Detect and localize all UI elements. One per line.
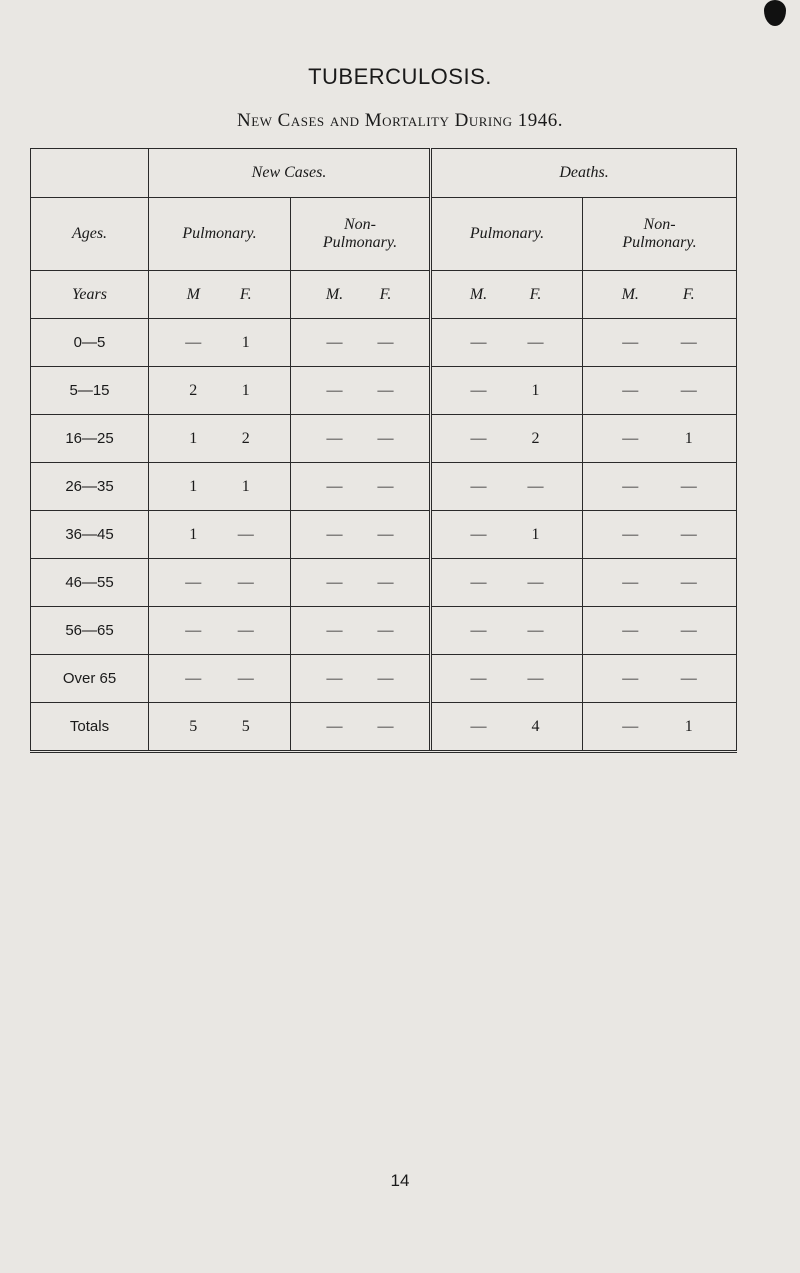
value-cell: — bbox=[326, 381, 343, 399]
value-cell: — bbox=[622, 669, 639, 687]
value-cell: — bbox=[377, 381, 394, 399]
header-row-groups bbox=[31, 149, 737, 198]
value-cell: — bbox=[622, 429, 639, 447]
age-cell: 56—65 bbox=[31, 607, 149, 655]
table-row bbox=[31, 463, 737, 511]
value-cell: 1 bbox=[241, 333, 250, 351]
value-cell: — bbox=[680, 573, 697, 591]
d-non-pulmonary-header: Non- Pulmonary. bbox=[583, 198, 737, 271]
value-cell: 2 bbox=[189, 381, 198, 399]
value-cell: — bbox=[237, 669, 254, 687]
value-cell: — bbox=[470, 525, 487, 543]
value-cell: — bbox=[527, 621, 544, 639]
age-cell: 26—35 bbox=[31, 463, 149, 511]
value-cell: — bbox=[377, 333, 394, 351]
value-cell: — bbox=[680, 669, 697, 687]
ink-blot bbox=[764, 0, 786, 26]
value-cell: — bbox=[326, 525, 343, 543]
value-cell: — bbox=[326, 333, 343, 351]
new-cases-header: New Cases. bbox=[149, 149, 431, 198]
page-number: 14 bbox=[390, 1171, 410, 1190]
value-cell: — bbox=[185, 333, 202, 351]
value-cell: — bbox=[470, 477, 487, 495]
sex-label: M. bbox=[621, 285, 639, 303]
value-cell: — bbox=[377, 669, 394, 687]
table-row bbox=[31, 319, 737, 367]
corner-cell bbox=[31, 149, 149, 198]
value-cell: — bbox=[680, 381, 697, 399]
value-cell: — bbox=[237, 621, 254, 639]
value-cell: 1 bbox=[189, 477, 198, 495]
value-cell: 1 bbox=[241, 381, 250, 399]
value-cell: — bbox=[622, 573, 639, 591]
value-cell: — bbox=[470, 669, 487, 687]
value-cell: — bbox=[527, 333, 544, 351]
age-cell: 36—45 bbox=[31, 511, 149, 559]
value-cell: — bbox=[237, 573, 254, 591]
d-pulmonary-header: Pulmonary. bbox=[431, 198, 583, 271]
value-cell: — bbox=[326, 669, 343, 687]
totals-label: Totals bbox=[31, 703, 149, 752]
value-cell: 1 bbox=[189, 525, 198, 543]
value-cell: — bbox=[622, 621, 639, 639]
value-cell: — bbox=[527, 477, 544, 495]
value-cell: — bbox=[680, 525, 697, 543]
sex-label: M bbox=[186, 285, 200, 303]
sex-label: M. bbox=[469, 285, 488, 303]
value-cell: — bbox=[622, 333, 639, 351]
total-cell: — bbox=[470, 717, 487, 735]
total-cell: 4 bbox=[531, 717, 540, 735]
age-cell: 0—5 bbox=[31, 319, 149, 367]
nc-non-pulmonary-header: Non- Pulmonary. bbox=[291, 198, 431, 271]
value-cell: — bbox=[680, 477, 697, 495]
value-cell: — bbox=[527, 573, 544, 591]
value-cell: — bbox=[326, 429, 343, 447]
value-cell: — bbox=[185, 669, 202, 687]
total-cell: 5 bbox=[241, 717, 250, 735]
table-subtitle: New Cases and Mortality During 1946. bbox=[236, 110, 563, 131]
table-row bbox=[31, 511, 737, 559]
ages-header: Ages. bbox=[31, 198, 149, 271]
value-cell: — bbox=[377, 429, 394, 447]
sex-label: F. bbox=[379, 285, 392, 303]
total-cell: 5 bbox=[189, 717, 198, 735]
deaths-header: Deaths. bbox=[431, 149, 737, 198]
age-cell: Over 65 bbox=[31, 655, 149, 703]
age-cell: 5—15 bbox=[31, 367, 149, 415]
value-cell: 1 bbox=[531, 525, 540, 543]
total-cell: — bbox=[326, 717, 343, 735]
value-cell: 2 bbox=[241, 429, 250, 447]
value-cell: — bbox=[622, 381, 639, 399]
value-cell: 1 bbox=[684, 429, 693, 447]
age-cell: 16—25 bbox=[31, 415, 149, 463]
value-cell: — bbox=[185, 621, 202, 639]
value-cell: — bbox=[622, 477, 639, 495]
value-cell: — bbox=[470, 573, 487, 591]
value-cell: — bbox=[326, 621, 343, 639]
table-row bbox=[31, 607, 737, 655]
table-row bbox=[31, 559, 737, 607]
table-row bbox=[31, 415, 737, 463]
table-row bbox=[31, 367, 737, 415]
value-cell: — bbox=[377, 525, 394, 543]
page-title: TUBERCULOSIS. bbox=[308, 64, 492, 89]
value-cell: — bbox=[377, 621, 394, 639]
value-cell: — bbox=[680, 621, 697, 639]
header-row-sex bbox=[31, 271, 737, 319]
value-cell: — bbox=[470, 381, 487, 399]
years-header: Years bbox=[31, 271, 149, 319]
value-cell: 2 bbox=[531, 429, 540, 447]
nc-pulmonary-header: Pulmonary. bbox=[149, 198, 291, 271]
totals-row bbox=[31, 703, 737, 752]
tuberculosis-table bbox=[30, 148, 737, 753]
value-cell: — bbox=[622, 525, 639, 543]
total-cell: 1 bbox=[684, 717, 693, 735]
header-row-types bbox=[31, 198, 737, 271]
value-cell: — bbox=[326, 477, 343, 495]
value-cell: 1 bbox=[531, 381, 540, 399]
value-cell: — bbox=[470, 429, 487, 447]
sex-label: F. bbox=[682, 285, 695, 303]
value-cell: — bbox=[470, 333, 487, 351]
value-cell: 1 bbox=[189, 429, 198, 447]
value-cell: — bbox=[680, 333, 697, 351]
total-cell: — bbox=[377, 717, 394, 735]
value-cell: 1 bbox=[241, 477, 250, 495]
sex-label: M. bbox=[325, 285, 344, 303]
value-cell: — bbox=[237, 525, 254, 543]
age-cell: 46—55 bbox=[31, 559, 149, 607]
sex-label: F. bbox=[529, 285, 542, 303]
value-cell: — bbox=[185, 573, 202, 591]
value-cell: — bbox=[377, 573, 394, 591]
value-cell: — bbox=[326, 573, 343, 591]
value-cell: — bbox=[527, 669, 544, 687]
value-cell: — bbox=[377, 477, 394, 495]
table-row bbox=[31, 655, 737, 703]
sex-label: F. bbox=[239, 285, 252, 303]
value-cell: — bbox=[470, 621, 487, 639]
total-cell: — bbox=[622, 717, 639, 735]
